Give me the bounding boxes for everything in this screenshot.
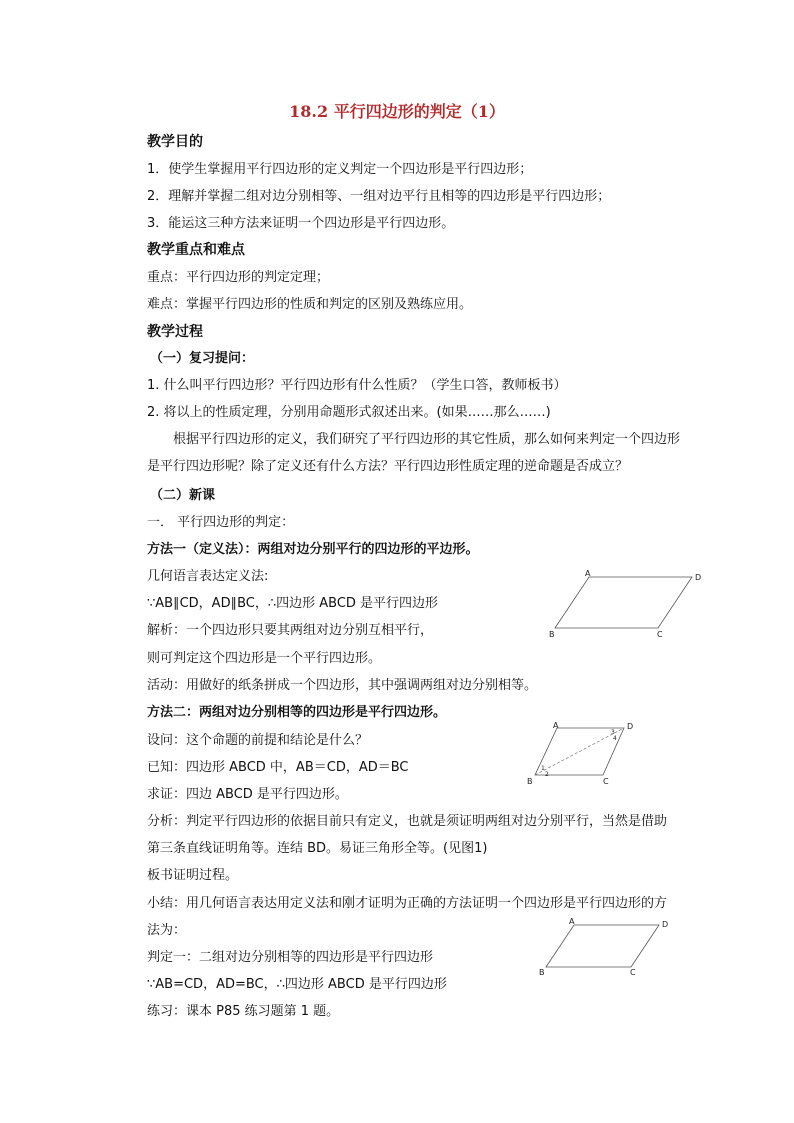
angle-label-1: 1 — [541, 765, 545, 772]
method2-judge: 判定一：二组对边分别相等的四边形是平行四边形 — [147, 950, 434, 965]
review-heading: （一）复习提问： — [150, 351, 255, 366]
method2-analysis: 分析：判定平行四边形的依据目前只有定义，也就是须证明两组对边分别平行，当然是借助第三条直线证明角等。连结 BD。易证三角形全等。(见图1) — [147, 814, 668, 856]
objectives-heading: 教学目的 — [147, 134, 203, 150]
parallelogram-shape — [555, 577, 692, 628]
method1-line-3: 解析：一个四边形只要其两组对边分别互相平行， — [147, 623, 434, 638]
parallelogram-figure-3 — [538, 918, 673, 978]
label-B: B — [527, 777, 533, 786]
method2-line-3: 求证：四边 ABCD 是平行四边形。 — [147, 787, 348, 802]
method2-summary: 小结：用几何语言表达用定义法和刚才证明为正确的方法证明一个四边形是平行四边形的方法为： — [147, 896, 668, 938]
method1-line-1: 几何语言表达定义法: — [147, 569, 269, 584]
process-heading: 教学过程 — [147, 324, 203, 340]
angle-label-4: 4 — [613, 735, 617, 742]
angle-label-2: 2 — [545, 771, 549, 778]
angle-label-3: 3 — [611, 729, 615, 736]
label-D: D — [627, 722, 634, 731]
method1-line-5: 活动：用做好的纸条拼成一个四边形，其中强调两组对边分别相等。 — [147, 678, 538, 693]
method2-line-2: 已知：四边形 ABCD 中，AB＝CD，AD＝BC — [147, 760, 409, 775]
parallelogram-figure-2 — [525, 720, 640, 785]
method2-line-1: 设问：这个命题的前提和结论是什么？ — [147, 733, 369, 748]
label-C: C — [630, 968, 636, 977]
method1-title: 方法一（定义法）：两组对边分别平行的四边形的平边形。 — [147, 542, 479, 557]
key-points-heading: 教学重点和难点 — [147, 242, 245, 258]
objective-item-3: 3．能运这三种方法来证明一个四边形是平行四边形。 — [147, 216, 455, 231]
label-D: D — [662, 920, 669, 929]
label-A: A — [585, 569, 591, 578]
label-C: C — [603, 777, 609, 786]
method2-practice: 练习：课本 P85 练习题第 1 题。 — [147, 1004, 340, 1019]
review-item-2: 2. 将以上的性质定理，分别用命题形式叙述出来。(如果……那么……) — [147, 405, 551, 420]
page-title: 18.2 平行四边形的判定（1） — [289, 102, 505, 121]
key-point-focus: 重点：平行四边形的判定定理； — [147, 270, 330, 285]
label-B: B — [539, 968, 545, 977]
label-A: A — [569, 917, 575, 926]
label-A: A — [553, 721, 559, 730]
method1-line-2: ∵AB∥CD，AD∥BC，∴四边形 ABCD 是平行四边形 — [147, 596, 439, 611]
label-B: B — [549, 630, 555, 639]
method2-geo: ∵AB=CD，AD=BC，∴四边形 ABCD 是平行四边形 — [147, 977, 447, 992]
label-D: D — [695, 573, 702, 582]
new-lesson-heading: （二）新课 — [150, 488, 216, 503]
objective-item-1: 1．使学生掌握用平行四边形的定义判定一个四边形是平行四边形； — [147, 162, 533, 177]
review-paragraph: 根据平行四边形的定义，我们研究了平行四边形的其它性质，那么如何来判定一个四边形是平行四边形呢？除了定义还有什么方法？平行四边形性质定理的逆命题是否成立？ — [147, 432, 681, 474]
key-point-difficulty: 难点：掌握平行四边形的性质和判定的区别及熟练应用。 — [147, 297, 473, 312]
method1-line-4: 则可判定这个四边形是一个平行四边形。 — [147, 651, 382, 666]
objective-item-2: 2．理解并掌握二组对边分别相等、一组对边平行且相等的四边形是平行四边形； — [147, 189, 611, 204]
section-one-label: 一． 平行四边形的判定： — [147, 515, 295, 530]
method2-title: 方法二：两组对边分别相等的四边形是平行四边形。 — [147, 705, 447, 720]
parallelogram-shape — [546, 925, 659, 967]
parallelogram-figure-1 — [545, 570, 705, 640]
label-C: C — [657, 630, 663, 639]
review-item-1: 1. 什么叫平行四边形？平行四边形有什么性质？（学生口答，教师板书） — [147, 378, 567, 393]
method2-board: 板书证明过程。 — [147, 868, 239, 883]
